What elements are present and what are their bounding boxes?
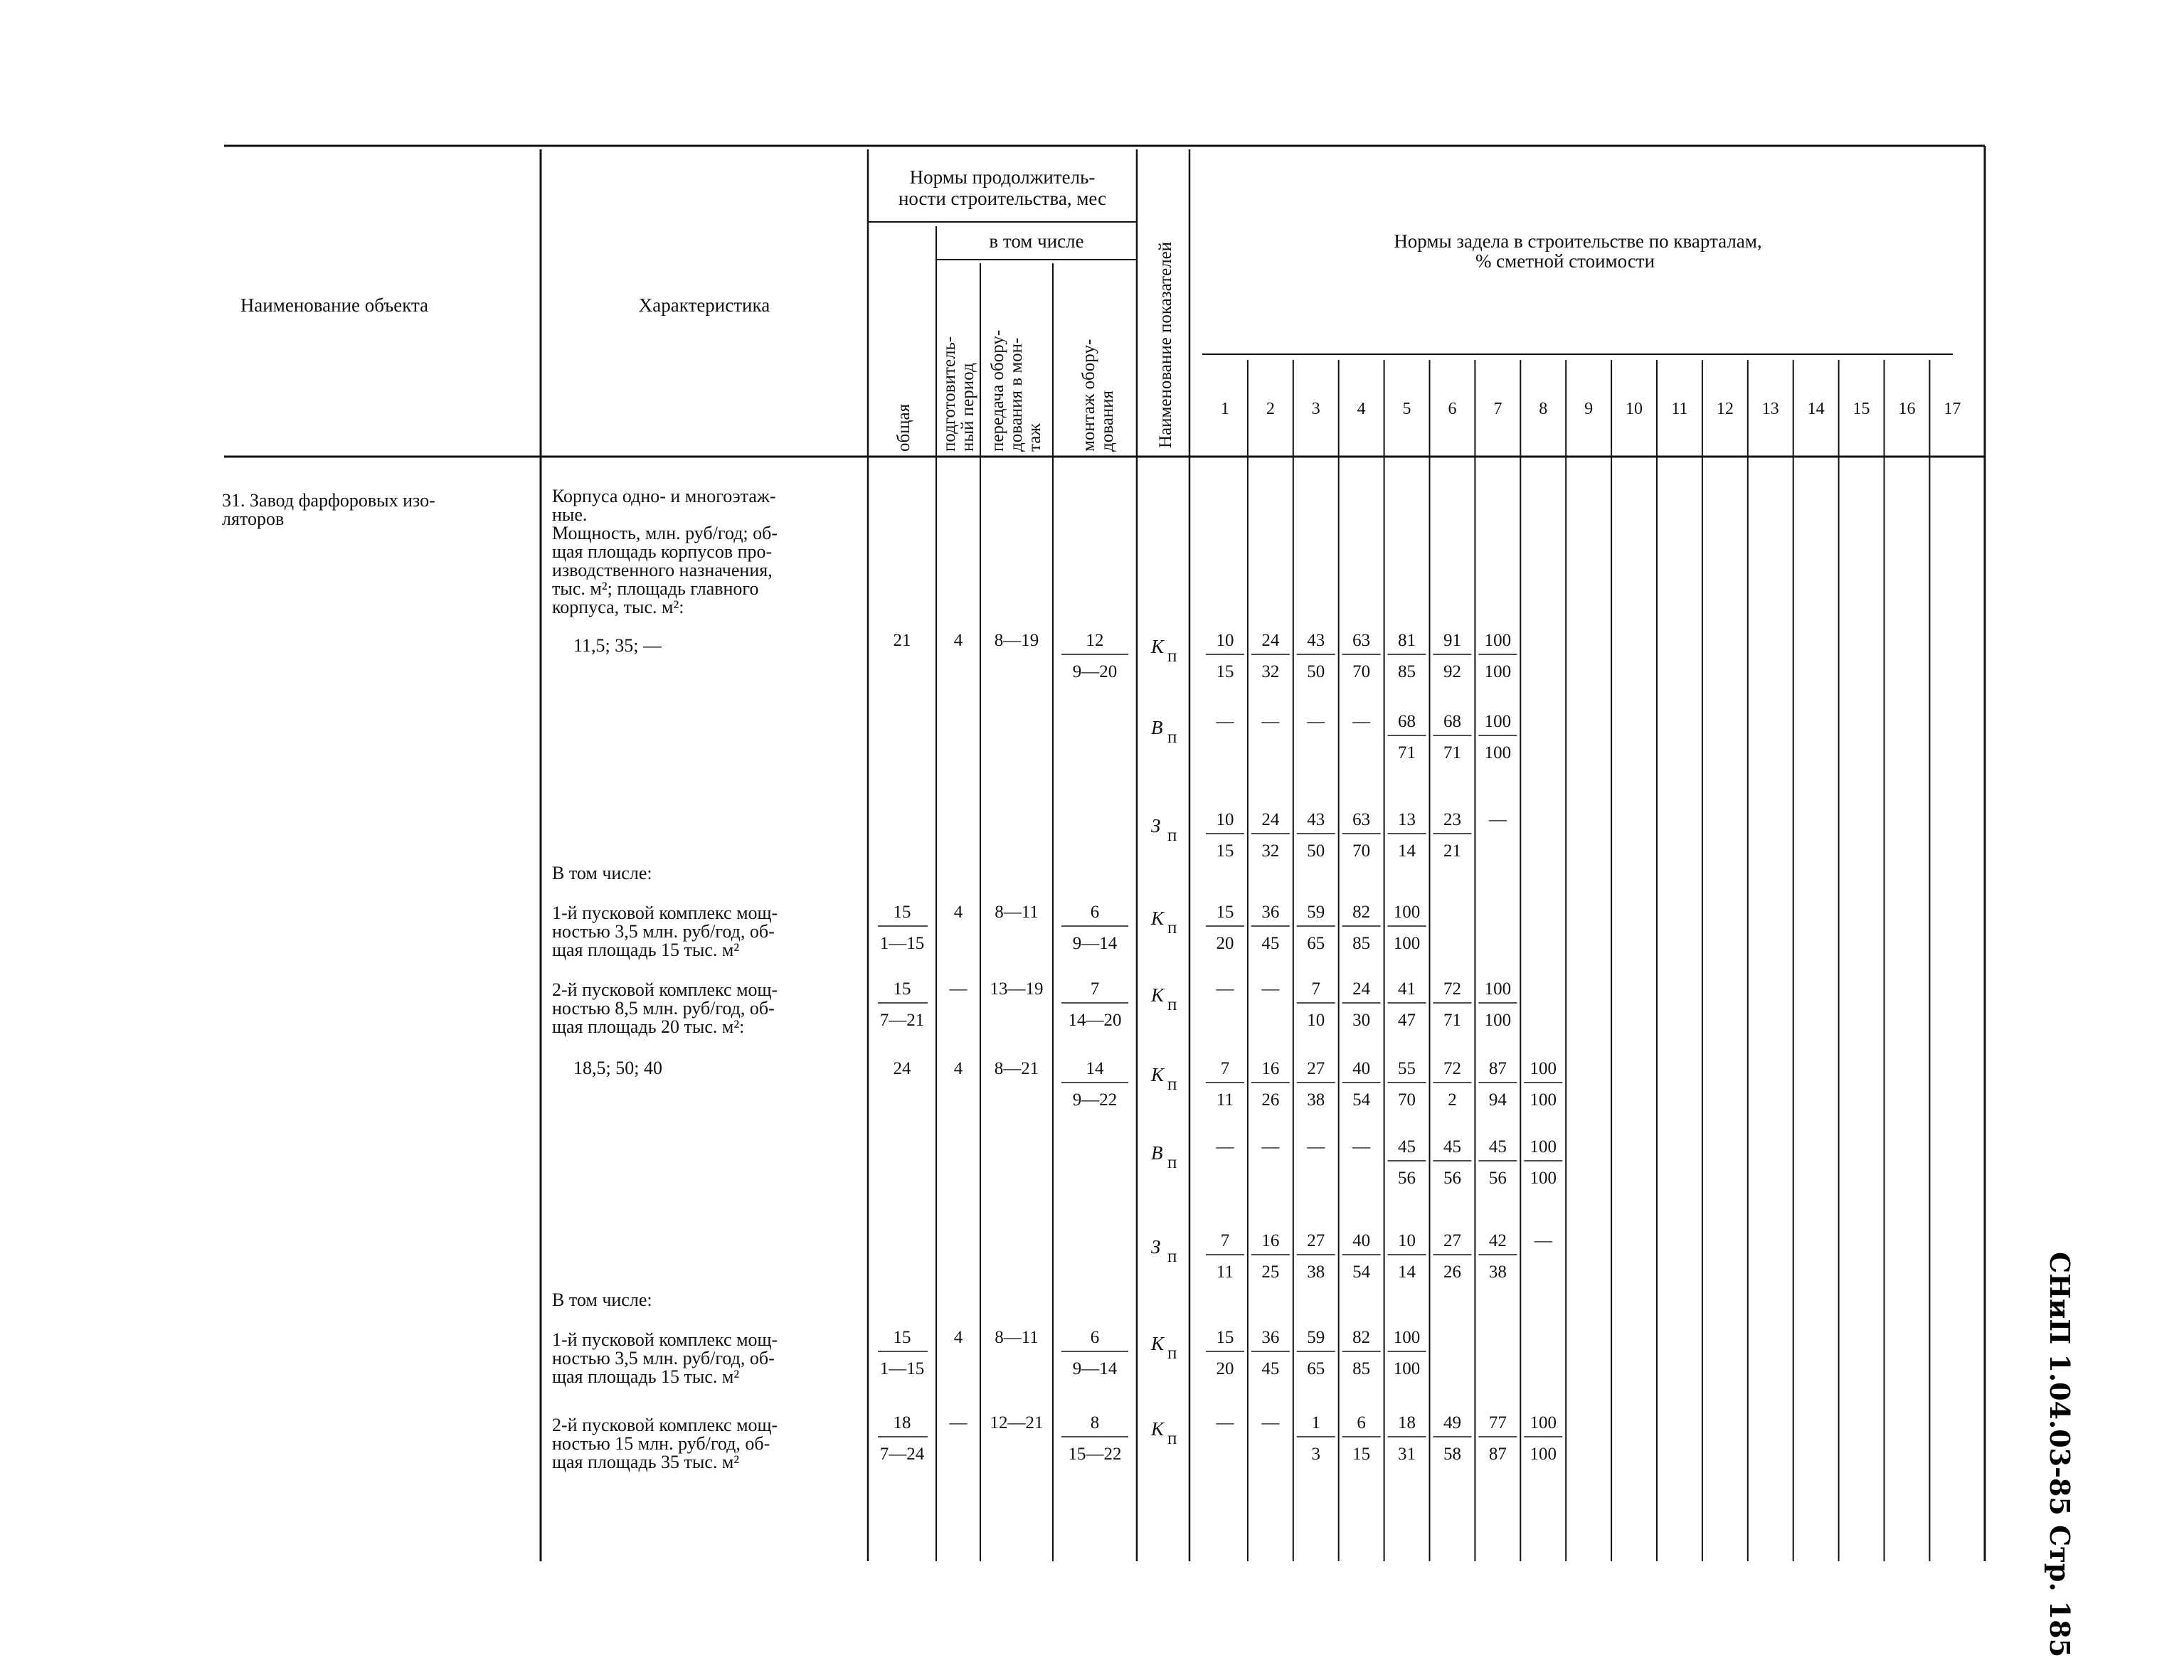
quarter-value-top: 10 — [1216, 631, 1234, 650]
quarter-number: 3 — [1311, 400, 1320, 418]
in-that-label-1: В том числе: — [552, 863, 652, 883]
quarter-value-bottom: 45 — [1261, 1359, 1280, 1378]
quarter-value-top: 16 — [1261, 1231, 1280, 1250]
quarter-value-bottom: 94 — [1488, 1090, 1507, 1110]
indicator-subscript: п — [1167, 1075, 1177, 1094]
indicator-subscript: п — [1167, 995, 1177, 1014]
indicator-subscript: п — [1167, 1153, 1177, 1172]
quarter-value-top: 63 — [1352, 810, 1371, 829]
quarter-value-bottom: 71 — [1443, 743, 1461, 762]
quarter-number: 17 — [1944, 400, 1961, 418]
quarter-value-top: 6 — [1357, 1413, 1366, 1432]
indicator-label: К — [1151, 1333, 1164, 1354]
prep-header-2: ный период — [958, 363, 977, 452]
char-line-1: Корпуса одно- и многоэтаж- — [552, 486, 776, 506]
quarter-value-top: 13 — [1398, 810, 1416, 829]
quarter-value-top: — — [1307, 712, 1325, 731]
quarter-value-top: 27 — [1307, 1231, 1325, 1250]
quarter-value-top: 42 — [1488, 1231, 1507, 1250]
quarter-value-bottom: 47 — [1398, 1011, 1416, 1030]
quarter-value-bottom: 54 — [1352, 1262, 1371, 1282]
char-line-2: ные. — [552, 504, 588, 525]
quarter-value-bottom: 32 — [1261, 662, 1280, 681]
table-grid — [224, 146, 1985, 1561]
duration-prep: 4 — [953, 903, 963, 922]
norms-duration-header-2: ности строительства, мес — [898, 188, 1107, 209]
quarter-value-top: 45 — [1443, 1137, 1461, 1157]
quarter-value-bottom: 50 — [1307, 662, 1325, 681]
duration-total: 15 — [893, 903, 911, 922]
quarter-value-top: — — [1352, 1137, 1371, 1157]
duration-total: 15 — [893, 979, 911, 999]
char-line-3: Мощность, млн. руб/год; об- — [552, 523, 778, 543]
quarter-value-top: 41 — [1398, 979, 1416, 999]
duration-delivery: 8—19 — [994, 631, 1039, 650]
object-name-2: ляторов — [222, 509, 285, 529]
quarter-value-top: 100 — [1530, 1059, 1557, 1078]
reserve-header-2: % сметной стоимости — [1475, 250, 1655, 272]
quarter-value-top: — — [1261, 1137, 1280, 1157]
indicator-label: К — [1151, 1064, 1164, 1085]
duration-delivery: 8—11 — [995, 1328, 1039, 1347]
quarter-value-bottom: 38 — [1307, 1090, 1325, 1110]
quarter-value-top: 100 — [1484, 979, 1512, 999]
indicator-subscript: п — [1167, 918, 1177, 937]
char-line-6: тыс. м²; площадь главного — [552, 578, 759, 599]
quarter-value-bottom: 32 — [1261, 841, 1280, 861]
quarter-value-top: 36 — [1261, 903, 1280, 922]
quarter-value-bottom: 26 — [1443, 1262, 1461, 1282]
install-header-1: монтаж обору- — [1079, 339, 1098, 452]
duration-install: 6 — [1090, 1328, 1100, 1347]
quarter-value-top: 10 — [1216, 810, 1234, 829]
quarter-number: 11 — [1671, 400, 1688, 418]
duration-delivery: 12—21 — [990, 1413, 1044, 1432]
quarter-value-bottom: 100 — [1530, 1169, 1557, 1188]
quarter-value-top: 100 — [1484, 712, 1512, 731]
quarter-value-bottom: 2 — [1448, 1090, 1457, 1110]
indicator-header: Наименование показателей — [1156, 241, 1175, 448]
duration-total-range: 1—15 — [879, 1359, 925, 1378]
quarter-value-top: 100 — [1530, 1413, 1557, 1432]
duration-install-range: 9—14 — [1072, 1359, 1118, 1378]
pk1a-line-1: 1-й пусковой комплекс мощ- — [552, 903, 778, 923]
quarter-value-bottom: 100 — [1484, 1011, 1512, 1030]
quarter-value-bottom: 15 — [1216, 662, 1234, 681]
quarter-value-top: 36 — [1261, 1328, 1280, 1347]
prep-header-1: подготовитель- — [940, 336, 959, 452]
quarter-value-top: 7 — [1311, 979, 1320, 999]
quarter-value-top: — — [1216, 712, 1234, 731]
quarter-value-top: — — [1216, 1137, 1234, 1157]
quarter-value-bottom: 92 — [1443, 662, 1461, 681]
quarter-value-bottom: 65 — [1307, 934, 1325, 953]
indicator-label: З — [1151, 815, 1161, 836]
duration-total: 18 — [893, 1413, 911, 1432]
reserve-header-1: Нормы задела в строительстве по кварталам, — [1394, 230, 1762, 252]
pk2a-line-1: 2-й пусковой комплекс мощ- — [552, 979, 778, 1000]
quarter-value-bottom: 70 — [1352, 841, 1371, 861]
indicator-label: К — [1151, 908, 1164, 929]
quarter-value-top: — — [1307, 1137, 1325, 1157]
indicator-label: З — [1151, 1236, 1161, 1258]
quarter-number: 16 — [1898, 400, 1916, 418]
duration-total: 15 — [893, 1328, 911, 1347]
duration-install: 6 — [1090, 903, 1100, 922]
quarter-value-top: 24 — [1261, 631, 1280, 650]
quarter-value-bottom: 3 — [1311, 1445, 1320, 1464]
quarter-value-bottom: 20 — [1216, 934, 1234, 953]
quarter-value-top: 23 — [1443, 810, 1461, 829]
quarter-value-bottom: 71 — [1398, 743, 1416, 762]
quarter-value-top: 55 — [1398, 1059, 1416, 1078]
duration-total-range: 7—21 — [879, 1011, 925, 1030]
quarter-value-bottom: 65 — [1307, 1359, 1325, 1378]
quarter-value-bottom: 45 — [1261, 934, 1280, 953]
quarter-value-bottom: 30 — [1352, 1011, 1371, 1030]
indicator-label: В — [1151, 1142, 1163, 1164]
quarter-number: 13 — [1761, 400, 1779, 418]
duration-prep: 4 — [953, 1059, 963, 1078]
quarter-value-top: 15 — [1216, 903, 1234, 922]
quarter-number: 14 — [1807, 400, 1825, 418]
indicator-label: К — [1151, 984, 1164, 1006]
quarter-value-bottom: 56 — [1398, 1169, 1416, 1188]
quarter-value-bottom: 100 — [1393, 934, 1421, 953]
indicator-label: К — [1151, 1418, 1164, 1440]
quarter-value-top: 10 — [1398, 1231, 1416, 1250]
quarter-value-bottom: 100 — [1484, 743, 1512, 762]
quarter-value-top: 100 — [1530, 1137, 1557, 1157]
quarter-value-bottom: 100 — [1530, 1445, 1557, 1464]
pk1b-line-1: 1-й пусковой комплекс мощ- — [552, 1329, 778, 1350]
quarter-value-top: 82 — [1352, 903, 1371, 922]
indicator-subscript: п — [1167, 1344, 1177, 1363]
quarter-value-bottom: 100 — [1393, 1359, 1421, 1378]
quarter-value-bottom: 50 — [1307, 841, 1325, 861]
quarter-value-top: 59 — [1307, 1328, 1325, 1347]
pk2b-line-1: 2-й пусковой комплекс мощ- — [552, 1415, 778, 1435]
quarter-value-bottom: 14 — [1398, 1262, 1416, 1282]
quarter-number: 9 — [1584, 400, 1594, 418]
duration-install-range: 9—14 — [1072, 934, 1118, 953]
quarter-value-bottom: 38 — [1307, 1262, 1325, 1282]
duration-total-range: 7—24 — [879, 1445, 925, 1464]
char-line-4: щая площадь корпусов про- — [552, 541, 773, 562]
quarter-value-top: — — [1216, 1413, 1234, 1432]
quarter-number: 2 — [1266, 400, 1275, 418]
duration-total: 21 — [893, 631, 911, 650]
quarter-value-top: — — [1352, 712, 1371, 731]
doc-code: СНиП 1.04.03-85 Стр. 185 — [2044, 1252, 2076, 1658]
quarter-value-top: 82 — [1352, 1328, 1371, 1347]
quarter-value-top: 27 — [1307, 1059, 1325, 1078]
quarter-value-top: 1 — [1311, 1413, 1320, 1432]
indicator-cells — [1150, 631, 1562, 1464]
quarter-value-top: 27 — [1443, 1231, 1461, 1250]
col-char-header: Характеристика — [638, 294, 770, 316]
quarter-value-top: 24 — [1352, 979, 1371, 999]
pk2a-line-2: ностью 8,5 млн. руб/год, об- — [552, 998, 775, 1019]
duration-install-range: 9—20 — [1072, 662, 1118, 681]
indicator-subscript: п — [1167, 1247, 1177, 1266]
total-header: общая — [894, 403, 913, 452]
quarter-value-top: 43 — [1307, 631, 1325, 650]
pk1b-line-3: щая площадь 15 тыс. м² — [552, 1366, 740, 1387]
quarter-value-top: 68 — [1398, 712, 1416, 731]
char-values-a: 11,5; 35; — — [573, 635, 662, 656]
quarter-value-top: — — [1261, 712, 1280, 731]
quarter-value-bottom: 54 — [1352, 1090, 1371, 1110]
char-values-b: 18,5; 50; 40 — [573, 1058, 662, 1078]
quarter-value-top: — — [1261, 1413, 1280, 1432]
pk1a-line-2: ностью 3,5 млн. руб/год, об- — [552, 921, 775, 942]
quarter-value-top: 100 — [1393, 903, 1421, 922]
delivery-header-3: таж — [1025, 423, 1044, 452]
quarter-value-top: 68 — [1443, 712, 1461, 731]
in-total-header: в том числе — [989, 230, 1084, 252]
quarter-value-top: 7 — [1220, 1059, 1230, 1078]
quarter-value-top: — — [1534, 1231, 1552, 1250]
quarter-value-bottom: 11 — [1216, 1262, 1234, 1282]
quarter-value-top: 81 — [1398, 631, 1416, 650]
quarter-number: 12 — [1716, 400, 1734, 418]
quarter-value-bottom: 15 — [1216, 841, 1234, 861]
quarter-value-bottom: 15 — [1352, 1445, 1371, 1464]
indicator-subscript: п — [1167, 728, 1177, 747]
duration-install: 12 — [1086, 631, 1104, 650]
indicator-label: К — [1151, 636, 1164, 657]
quarter-value-bottom: 56 — [1488, 1169, 1507, 1188]
duration-install-range: 9—22 — [1072, 1090, 1118, 1110]
quarter-value-top: 87 — [1488, 1059, 1507, 1078]
pk1a-line-3: щая площадь 15 тыс. м² — [552, 940, 740, 960]
quarter-value-bottom: 38 — [1488, 1262, 1507, 1282]
quarter-value-top: 100 — [1393, 1328, 1421, 1347]
quarter-value-top: 16 — [1261, 1059, 1280, 1078]
duration-total-range: 1—15 — [879, 934, 925, 953]
quarter-value-top: 91 — [1443, 631, 1461, 650]
pk2a-line-3: щая площадь 20 тыс. м²: — [552, 1016, 745, 1037]
quarter-value-bottom: 31 — [1398, 1445, 1416, 1464]
object-name-1: 31. Завод фарфоровых изо- — [222, 490, 435, 511]
char-line-7: корпуса, тыс. м²: — [552, 597, 684, 617]
quarter-value-bottom: 70 — [1352, 662, 1371, 681]
duration-prep: — — [949, 1413, 968, 1432]
norms-duration-header-1: Нормы продолжитель- — [909, 166, 1096, 188]
indicator-label: В — [1151, 717, 1163, 738]
quarter-value-top: 43 — [1307, 810, 1325, 829]
in-that-label-2: В том числе: — [552, 1290, 652, 1310]
duration-total: 24 — [893, 1059, 911, 1078]
quarter-value-bottom: 56 — [1443, 1169, 1461, 1188]
quarter-value-top: 40 — [1352, 1231, 1371, 1250]
quarter-value-bottom: 20 — [1216, 1359, 1234, 1378]
quarter-value-bottom: 26 — [1261, 1090, 1280, 1110]
quarter-value-bottom: 87 — [1488, 1445, 1507, 1464]
duration-delivery: 8—11 — [995, 903, 1039, 922]
duration-delivery: 13—19 — [990, 979, 1044, 999]
quarter-value-bottom: 25 — [1261, 1262, 1280, 1282]
quarter-value-bottom: 100 — [1484, 662, 1512, 681]
quarter-number: 6 — [1448, 400, 1457, 418]
duration-install: 8 — [1090, 1413, 1100, 1432]
quarter-value-bottom: 85 — [1352, 1359, 1371, 1378]
quarter-number: 7 — [1493, 400, 1502, 418]
quarter-number: 1 — [1220, 400, 1229, 418]
quarter-number: 4 — [1357, 400, 1366, 418]
quarter-value-top: 59 — [1307, 903, 1325, 922]
duration-install: 7 — [1090, 979, 1100, 999]
pk1b-line-2: ностью 3,5 млн. руб/год, об- — [552, 1348, 775, 1368]
quarter-value-bottom: 21 — [1443, 841, 1461, 861]
install-header-2: дования — [1098, 390, 1117, 452]
quarter-value-bottom: 100 — [1530, 1090, 1557, 1110]
quarter-number: 5 — [1402, 400, 1411, 418]
quarter-number: 8 — [1539, 400, 1548, 418]
quarter-value-bottom: 11 — [1216, 1090, 1234, 1110]
duration-prep: 4 — [953, 1328, 963, 1347]
char-line-5: изводственного назначения, — [552, 560, 773, 580]
duration-install: 14 — [1086, 1059, 1104, 1078]
quarter-value-top: 72 — [1443, 979, 1461, 999]
quarter-value-top: — — [1261, 979, 1280, 999]
pk2b-line-3: щая площадь 35 тыс. м² — [552, 1452, 740, 1472]
delivery-header-1: передача обору- — [988, 329, 1007, 452]
quarter-value-top: 77 — [1488, 1413, 1507, 1432]
indicator-subscript: п — [1167, 1429, 1177, 1448]
quarter-value-top: 100 — [1484, 631, 1512, 650]
quarter-value-top: 45 — [1488, 1137, 1507, 1157]
quarter-number: 10 — [1626, 400, 1643, 418]
quarter-value-bottom: 58 — [1443, 1445, 1461, 1464]
quarter-value-top: — — [1216, 979, 1234, 999]
quarter-value-top: 49 — [1443, 1413, 1461, 1432]
quarter-value-bottom: 70 — [1398, 1090, 1416, 1110]
duration-prep: 4 — [953, 631, 963, 650]
quarter-value-bottom: 14 — [1398, 841, 1416, 861]
duration-cells — [878, 631, 1128, 1464]
duration-install-range: 15—22 — [1068, 1445, 1122, 1464]
quarter-value-top: — — [1488, 810, 1507, 829]
quarter-value-top: 18 — [1398, 1413, 1416, 1432]
indicator-subscript: п — [1167, 647, 1177, 666]
quarter-value-top: 24 — [1261, 810, 1280, 829]
quarter-value-top: 7 — [1220, 1231, 1230, 1250]
quarter-value-top: 63 — [1352, 631, 1371, 650]
quarter-value-bottom: 85 — [1398, 662, 1416, 681]
pk2b-line-2: ностью 15 млн. руб/год, об- — [552, 1433, 770, 1454]
quarter-value-top: 40 — [1352, 1059, 1371, 1078]
quarter-value-bottom: 71 — [1443, 1011, 1461, 1030]
quarter-value-top: 15 — [1216, 1328, 1234, 1347]
duration-install-range: 14—20 — [1068, 1011, 1122, 1030]
quarter-value-top: 45 — [1398, 1137, 1416, 1157]
delivery-header-2: дования в мон- — [1007, 337, 1026, 452]
quarter-value-top: 72 — [1443, 1059, 1461, 1078]
duration-prep: — — [949, 979, 968, 999]
duration-delivery: 8—21 — [994, 1059, 1039, 1078]
quarter-number: 15 — [1852, 400, 1870, 418]
quarter-value-bottom: 85 — [1352, 934, 1371, 953]
indicator-subscript: п — [1167, 826, 1177, 845]
col-name-header: Наименование объекта — [240, 294, 429, 316]
quarter-value-bottom: 10 — [1307, 1011, 1325, 1030]
